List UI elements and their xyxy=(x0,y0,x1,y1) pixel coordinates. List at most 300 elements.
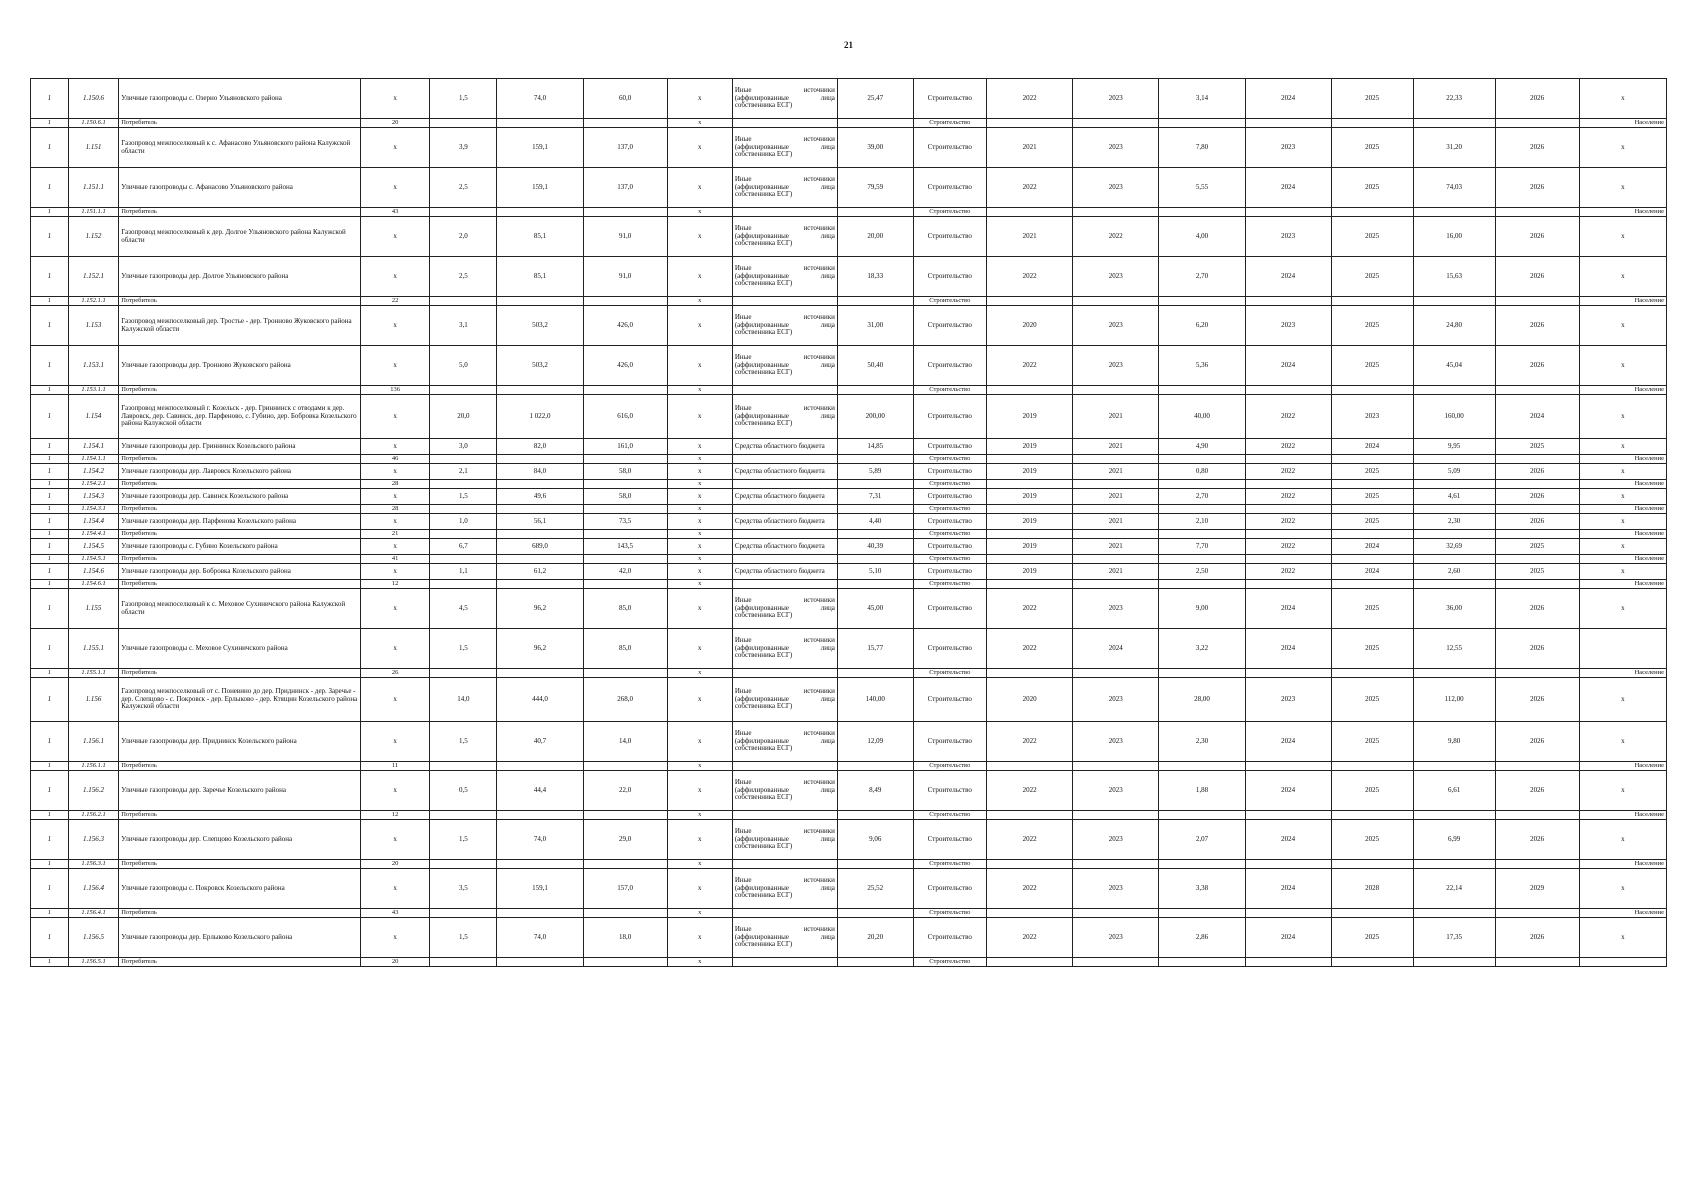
empty-cell xyxy=(1331,386,1413,395)
empty-cell xyxy=(430,530,497,539)
object-name: Уличные газопроводы с. Афанасово Ульяновского района xyxy=(119,168,361,208)
row-level: 1 xyxy=(31,128,69,168)
empty-cell xyxy=(1331,208,1413,217)
financing-source: Иные источники (аффилированные лица собственника ЕСГ) xyxy=(732,629,837,669)
mark-cell: x xyxy=(667,480,732,489)
mark-cell: x xyxy=(667,722,732,762)
consumer-label: Потребитель xyxy=(119,297,361,306)
consumer-label: Потребитель xyxy=(119,505,361,514)
row-level: 1 xyxy=(31,869,69,909)
table-row xyxy=(31,168,1667,208)
empty-cell xyxy=(583,909,667,918)
table-row xyxy=(31,128,1667,168)
year-value: 2025 xyxy=(1331,489,1413,505)
start-year: 2019 xyxy=(987,564,1073,580)
empty-cell xyxy=(1413,580,1495,589)
row-level: 1 xyxy=(31,629,69,669)
empty-cell xyxy=(1331,297,1413,306)
year-value: 2026 xyxy=(1495,820,1579,860)
gas-value: 14,0 xyxy=(583,722,667,762)
empty-cell xyxy=(497,208,583,217)
volume-value: 84,0 xyxy=(497,464,583,480)
work-type: Строительство xyxy=(913,346,987,386)
empty-cell xyxy=(732,119,837,128)
work-type: Строительство xyxy=(913,217,987,257)
table-row xyxy=(31,678,1667,722)
empty-cell xyxy=(837,958,913,967)
year-value: 2024 xyxy=(1245,79,1331,119)
length-value: 14,0 xyxy=(430,678,497,722)
volume-value: 85,1 xyxy=(497,217,583,257)
empty-cell xyxy=(987,580,1073,589)
year-value: 2025 xyxy=(1331,514,1413,530)
start-year: 2022 xyxy=(987,820,1073,860)
mark-cell: x xyxy=(360,678,429,722)
year-value: 2023 xyxy=(1245,306,1331,346)
empty-cell xyxy=(430,208,497,217)
empty-cell xyxy=(837,811,913,820)
empty-cell xyxy=(430,958,497,967)
consumer-row xyxy=(31,580,1667,589)
consumer-label: Потребитель xyxy=(119,119,361,128)
empty-cell xyxy=(1495,386,1579,395)
row-number: 1.155.1.1 xyxy=(68,669,118,678)
year-value: 2024 xyxy=(1245,629,1331,669)
row-number: 1.154.6 xyxy=(68,564,118,580)
gas-value: 426,0 xyxy=(583,306,667,346)
empty-cell xyxy=(837,297,913,306)
consumer-row xyxy=(31,909,1667,918)
empty-cell xyxy=(1073,762,1159,771)
financing-source: Иные источники (аффилированные лица собственника ЕСГ) xyxy=(732,395,837,439)
empty-cell xyxy=(1073,386,1159,395)
empty-cell xyxy=(1495,958,1579,967)
end-year: 2023 xyxy=(1073,869,1159,909)
empty-cell xyxy=(732,208,837,217)
mark-cell: x xyxy=(360,820,429,860)
row-number: 1.156.3 xyxy=(68,820,118,860)
work-type: Строительство xyxy=(913,386,987,395)
row-level: 1 xyxy=(31,505,69,514)
work-type: Строительство xyxy=(913,208,987,217)
year-value: 2025 xyxy=(1495,539,1579,555)
end-year: 2021 xyxy=(1073,539,1159,555)
end-year: 2021 xyxy=(1073,489,1159,505)
work-type: Строительство xyxy=(913,860,987,869)
amount-value: 12,55 xyxy=(1413,629,1495,669)
cost-value: 7,31 xyxy=(837,489,913,505)
object-name: Уличные газопроводы дер. Долгое Ульяновского района xyxy=(119,257,361,297)
empty-cell xyxy=(1495,119,1579,128)
volume-value: 85,1 xyxy=(497,257,583,297)
empty-cell xyxy=(1413,555,1495,564)
row-level: 1 xyxy=(31,455,69,464)
row-level: 1 xyxy=(31,168,69,208)
consumer-count: 43 xyxy=(360,909,429,918)
mark-cell: x xyxy=(1579,464,1666,480)
empty-cell xyxy=(1159,386,1245,395)
length-value: 6,7 xyxy=(430,539,497,555)
object-name: Уличные газопроводы с. Меховое Сухиничского района xyxy=(119,629,361,669)
empty-cell xyxy=(1495,208,1579,217)
start-year: 2019 xyxy=(987,489,1073,505)
empty-cell xyxy=(497,580,583,589)
mark-cell: x xyxy=(667,79,732,119)
population-label: Население xyxy=(1579,860,1666,869)
empty-cell xyxy=(837,530,913,539)
empty-cell xyxy=(1413,208,1495,217)
row-number: 1.154.1 xyxy=(68,439,118,455)
object-name: Газопровод межпоселковый к с. Меховое Сухиничского района Калужской области xyxy=(119,589,361,629)
amount-value: 24,80 xyxy=(1413,306,1495,346)
mark-cell: x xyxy=(667,811,732,820)
row-level: 1 xyxy=(31,669,69,678)
empty-cell xyxy=(430,480,497,489)
row-level: 1 xyxy=(31,439,69,455)
length-value: 1,5 xyxy=(430,722,497,762)
mark-cell: x xyxy=(667,505,732,514)
volume-value: 159,1 xyxy=(497,128,583,168)
year-value: 2026 xyxy=(1495,346,1579,386)
volume-value: 44,4 xyxy=(497,771,583,811)
year-value: 2022 xyxy=(1245,539,1331,555)
empty-cell xyxy=(1073,297,1159,306)
start-year: 2022 xyxy=(987,589,1073,629)
empty-cell xyxy=(497,530,583,539)
amount-value: 2,07 xyxy=(1159,820,1245,860)
row-number: 1.154.6.1 xyxy=(68,580,118,589)
cost-value: 15,77 xyxy=(837,629,913,669)
empty-cell xyxy=(1245,297,1331,306)
consumer-count: 21 xyxy=(360,530,429,539)
mark-cell: x xyxy=(360,539,429,555)
empty-cell xyxy=(583,119,667,128)
work-type: Строительство xyxy=(913,629,987,669)
length-value: 2,5 xyxy=(430,257,497,297)
row-number: 1.156.3.1 xyxy=(68,860,118,869)
empty-cell xyxy=(837,669,913,678)
mark-cell: x xyxy=(667,306,732,346)
consumer-label: Потребитель xyxy=(119,958,361,967)
table-row xyxy=(31,257,1667,297)
empty-cell xyxy=(1495,530,1579,539)
empty-cell xyxy=(583,860,667,869)
mark-cell: x xyxy=(667,539,732,555)
empty-cell xyxy=(1159,669,1245,678)
empty-cell xyxy=(987,386,1073,395)
object-name: Уличные газопроводы дер. Тронново Жуковского района xyxy=(119,346,361,386)
empty-cell xyxy=(732,811,837,820)
empty-cell xyxy=(1331,555,1413,564)
population-label: Население xyxy=(1579,480,1666,489)
year-value: 2024 xyxy=(1245,869,1331,909)
row-number: 1.155.1 xyxy=(68,629,118,669)
end-year: 2023 xyxy=(1073,168,1159,208)
cost-value: 200,00 xyxy=(837,395,913,439)
year-value: 2026 xyxy=(1495,464,1579,480)
empty-cell xyxy=(1495,480,1579,489)
mark-cell: x xyxy=(667,762,732,771)
empty-cell xyxy=(1413,811,1495,820)
work-type: Строительство xyxy=(913,771,987,811)
empty-cell xyxy=(1073,909,1159,918)
empty-cell xyxy=(837,580,913,589)
start-year: 2020 xyxy=(987,306,1073,346)
empty-cell xyxy=(1159,958,1245,967)
object-name: Уличные газопроводы дер. Савинск Козельского района xyxy=(119,489,361,505)
financing-source: Иные источники (аффилированные лица собственника ЕСГ) xyxy=(732,771,837,811)
consumer-row xyxy=(31,386,1667,395)
gas-pipeline-table xyxy=(30,78,1667,967)
object-name: Газопровод межпоселковый г. Козельск - дер. Гриннинск с отводами к дер. Лавровск, дер. Савинск, дер. Парфеново, с. Губино, дер. Бобровка Козельского района Калужской области xyxy=(119,395,361,439)
end-year: 2023 xyxy=(1073,589,1159,629)
mark-cell: x xyxy=(1579,820,1666,860)
empty-cell xyxy=(583,297,667,306)
length-value: 2,0 xyxy=(430,217,497,257)
end-year: 2021 xyxy=(1073,395,1159,439)
amount-value: 3,38 xyxy=(1159,869,1245,909)
empty-cell xyxy=(430,811,497,820)
mark-cell: x xyxy=(667,909,732,918)
consumer-row xyxy=(31,480,1667,489)
empty-cell xyxy=(1159,530,1245,539)
work-type: Строительство xyxy=(913,439,987,455)
empty-cell xyxy=(1495,455,1579,464)
empty-cell xyxy=(1331,909,1413,918)
volume-value: 40,7 xyxy=(497,722,583,762)
year-value: 2025 xyxy=(1331,771,1413,811)
volume-value: 503,2 xyxy=(497,346,583,386)
cost-value: 4,40 xyxy=(837,514,913,530)
empty-cell xyxy=(497,119,583,128)
end-year: 2023 xyxy=(1073,678,1159,722)
mark-cell: x xyxy=(667,860,732,869)
gas-value: 85,0 xyxy=(583,629,667,669)
empty-cell xyxy=(1159,505,1245,514)
empty-cell xyxy=(987,480,1073,489)
year-value: 2026 xyxy=(1495,79,1579,119)
gas-value: 157,0 xyxy=(583,869,667,909)
row-level: 1 xyxy=(31,722,69,762)
mark-cell: x xyxy=(1579,564,1666,580)
mark-cell xyxy=(1579,629,1666,669)
year-value: 2024 xyxy=(1331,439,1413,455)
mark-cell: x xyxy=(360,564,429,580)
empty-cell xyxy=(1413,958,1495,967)
mark-cell: x xyxy=(1579,918,1666,958)
empty-cell xyxy=(732,762,837,771)
volume-value: 689,0 xyxy=(497,539,583,555)
gas-value: 60,0 xyxy=(583,79,667,119)
empty-cell xyxy=(1245,480,1331,489)
empty-cell xyxy=(1331,580,1413,589)
empty-cell xyxy=(1159,580,1245,589)
gas-value: 137,0 xyxy=(583,128,667,168)
work-type: Строительство xyxy=(913,555,987,564)
volume-value: 96,2 xyxy=(497,629,583,669)
empty-cell xyxy=(1413,386,1495,395)
table-row xyxy=(31,629,1667,669)
end-year: 2021 xyxy=(1073,464,1159,480)
row-number: 1.154.2.1 xyxy=(68,480,118,489)
year-value: 2025 xyxy=(1331,217,1413,257)
gas-value: 58,0 xyxy=(583,464,667,480)
empty-cell xyxy=(430,669,497,678)
population-label: Население xyxy=(1579,530,1666,539)
row-number: 1.155 xyxy=(68,589,118,629)
empty-cell xyxy=(583,505,667,514)
mark-cell: x xyxy=(1579,514,1666,530)
year-value: 2026 xyxy=(1495,589,1579,629)
object-name: Газопровод межпоселковый к дер. Долгое Ульяновского района Калужской области xyxy=(119,217,361,257)
row-level: 1 xyxy=(31,811,69,820)
volume-value: 82,0 xyxy=(497,439,583,455)
row-level: 1 xyxy=(31,860,69,869)
year-value: 2026 xyxy=(1495,771,1579,811)
mark-cell: x xyxy=(1579,869,1666,909)
consumer-label: Потребитель xyxy=(119,909,361,918)
gas-value: 91,0 xyxy=(583,217,667,257)
year-value: 2022 xyxy=(1245,564,1331,580)
year-value: 2026 xyxy=(1495,217,1579,257)
length-value: 3,9 xyxy=(430,128,497,168)
mark-cell: x xyxy=(667,346,732,386)
start-year: 2022 xyxy=(987,918,1073,958)
year-value: 2022 xyxy=(1245,489,1331,505)
empty-cell xyxy=(987,909,1073,918)
mark-cell: x xyxy=(667,464,732,480)
volume-value: 444,0 xyxy=(497,678,583,722)
empty-cell xyxy=(837,208,913,217)
start-year: 2022 xyxy=(987,629,1073,669)
empty-cell xyxy=(1159,480,1245,489)
table-row xyxy=(31,722,1667,762)
cost-value: 18,33 xyxy=(837,257,913,297)
start-year: 2022 xyxy=(987,346,1073,386)
population-label: Население xyxy=(1579,811,1666,820)
empty-cell xyxy=(583,580,667,589)
empty-cell xyxy=(1413,762,1495,771)
amount-value: 2,30 xyxy=(1159,722,1245,762)
population-label: Население xyxy=(1579,505,1666,514)
mark-cell: x xyxy=(1579,346,1666,386)
financing-source: Средства областного бюджета xyxy=(732,489,837,505)
empty-cell xyxy=(583,762,667,771)
work-type: Строительство xyxy=(913,119,987,128)
empty-cell xyxy=(1245,555,1331,564)
consumer-row xyxy=(31,505,1667,514)
mark-cell: x xyxy=(667,128,732,168)
empty-cell xyxy=(430,455,497,464)
mark-cell: x xyxy=(667,455,732,464)
length-value: 1,5 xyxy=(430,489,497,505)
amount-value: 2,70 xyxy=(1159,489,1245,505)
empty-cell xyxy=(1073,580,1159,589)
consumer-label: Потребитель xyxy=(119,530,361,539)
table-row xyxy=(31,489,1667,505)
mark-cell: x xyxy=(667,168,732,208)
year-value: 2025 xyxy=(1331,306,1413,346)
empty-cell xyxy=(1331,480,1413,489)
empty-cell xyxy=(430,580,497,589)
empty-cell xyxy=(497,297,583,306)
year-value: 2025 xyxy=(1331,918,1413,958)
table-row xyxy=(31,820,1667,860)
financing-source: Иные источники (аффилированные лица собственника ЕСГ) xyxy=(732,678,837,722)
amount-value: 6,20 xyxy=(1159,306,1245,346)
start-year: 2019 xyxy=(987,395,1073,439)
amount-value: 9,95 xyxy=(1413,439,1495,455)
year-value: 2025 xyxy=(1331,722,1413,762)
row-number: 1.156.2.1 xyxy=(68,811,118,820)
consumer-label: Потребитель xyxy=(119,455,361,464)
length-value: 3,1 xyxy=(430,306,497,346)
row-level: 1 xyxy=(31,395,69,439)
year-value: 2026 xyxy=(1495,918,1579,958)
empty-cell xyxy=(497,480,583,489)
work-type: Строительство xyxy=(913,79,987,119)
length-value: 1,1 xyxy=(430,564,497,580)
table-row xyxy=(31,564,1667,580)
consumer-row xyxy=(31,208,1667,217)
empty-cell xyxy=(583,208,667,217)
empty-cell xyxy=(583,811,667,820)
mark-cell: x xyxy=(360,128,429,168)
amount-value: 32,69 xyxy=(1413,539,1495,555)
work-type: Строительство xyxy=(913,306,987,346)
financing-source: Иные источники (аффилированные лица собственника ЕСГ) xyxy=(732,257,837,297)
consumer-row xyxy=(31,530,1667,539)
mark-cell: x xyxy=(1579,678,1666,722)
empty-cell xyxy=(987,762,1073,771)
row-number: 1.156.1.1 xyxy=(68,762,118,771)
row-number: 1.154.3 xyxy=(68,489,118,505)
mark-cell: x xyxy=(667,257,732,297)
mark-cell: x xyxy=(360,168,429,208)
row-level: 1 xyxy=(31,119,69,128)
mark-cell: x xyxy=(667,530,732,539)
consumer-row xyxy=(31,762,1667,771)
page-number: 21 xyxy=(844,40,853,50)
empty-cell xyxy=(430,505,497,514)
mark-cell: x xyxy=(1579,217,1666,257)
empty-cell xyxy=(583,669,667,678)
end-year: 2023 xyxy=(1073,346,1159,386)
year-value: 2024 xyxy=(1245,771,1331,811)
consumer-label: Потребитель xyxy=(119,480,361,489)
empty-cell xyxy=(1159,909,1245,918)
empty-cell xyxy=(1413,860,1495,869)
consumer-count: 20 xyxy=(360,119,429,128)
amount-value: 9,80 xyxy=(1413,722,1495,762)
year-value: 2025 xyxy=(1331,589,1413,629)
row-level: 1 xyxy=(31,530,69,539)
table-row xyxy=(31,217,1667,257)
row-level: 1 xyxy=(31,217,69,257)
financing-source: Средства областного бюджета xyxy=(732,514,837,530)
empty-cell xyxy=(1331,762,1413,771)
financing-source: Иные источники (аффилированные лица собственника ЕСГ) xyxy=(732,918,837,958)
empty-cell xyxy=(583,555,667,564)
row-number: 1.153.1 xyxy=(68,346,118,386)
mark-cell: x xyxy=(1579,79,1666,119)
empty-cell xyxy=(1331,958,1413,967)
empty-cell xyxy=(1331,811,1413,820)
year-value: 2024 xyxy=(1331,564,1413,580)
table-row xyxy=(31,514,1667,530)
cost-value: 20,20 xyxy=(837,918,913,958)
financing-source: Средства областного бюджета xyxy=(732,464,837,480)
